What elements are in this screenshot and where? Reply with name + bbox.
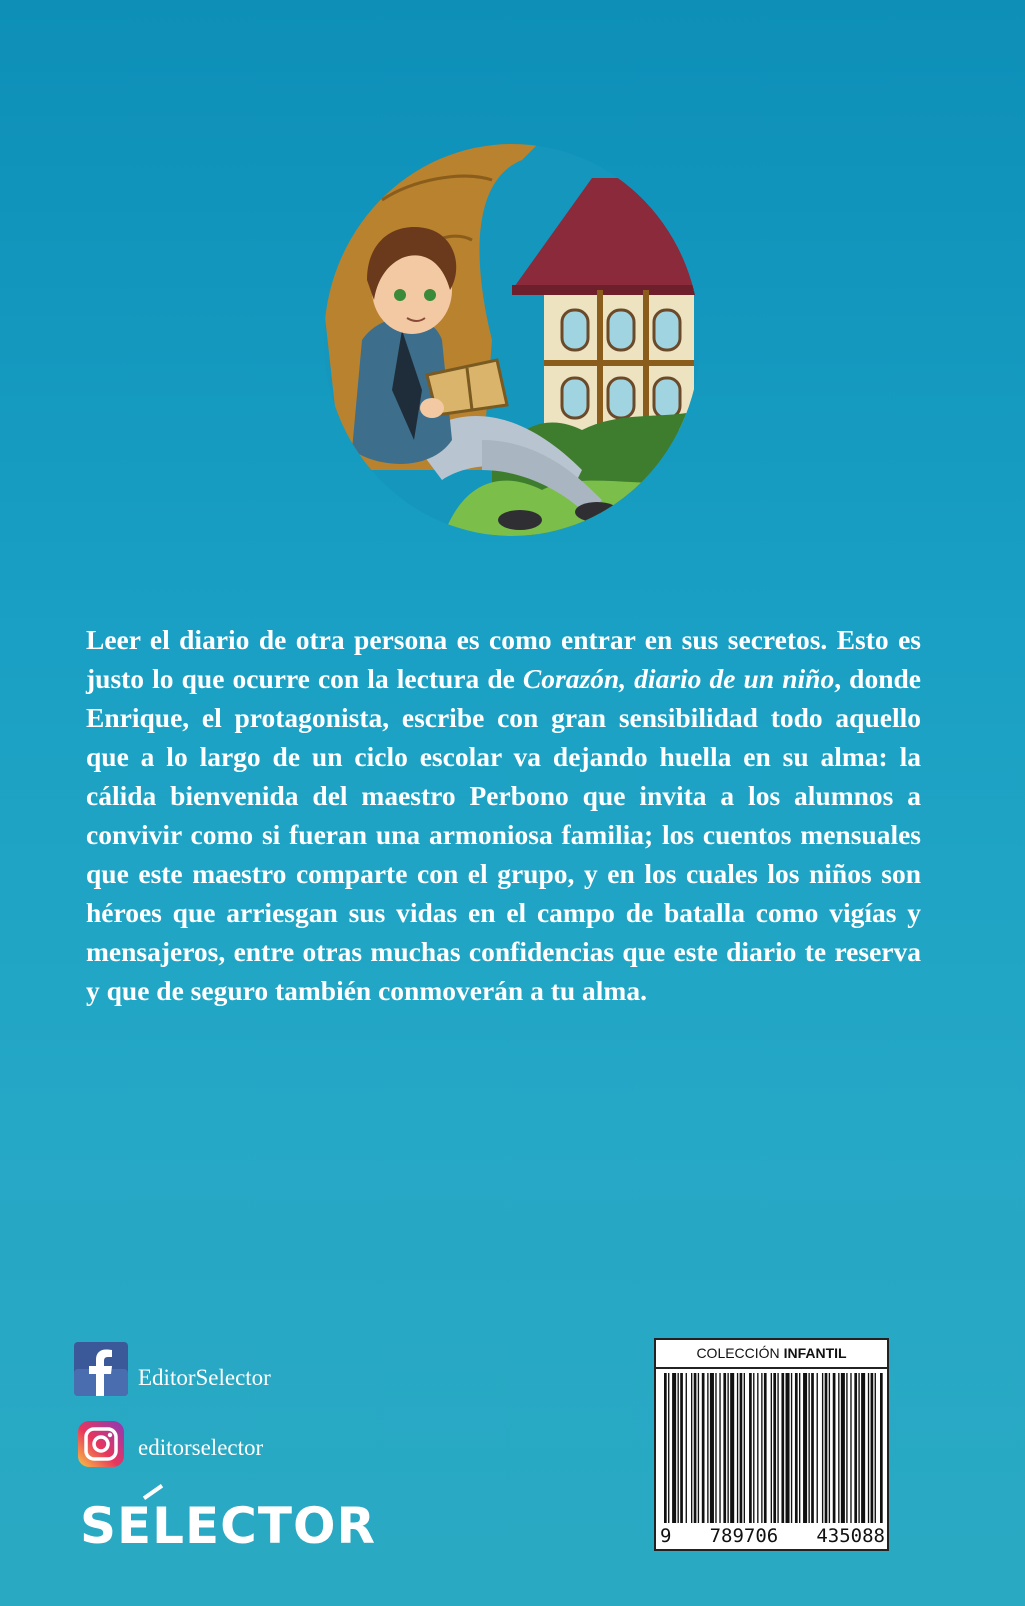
facebook-icon xyxy=(74,1342,128,1396)
instagram-icon xyxy=(78,1421,124,1467)
barcode-bar xyxy=(841,1373,845,1523)
barcode-bar xyxy=(875,1373,876,1523)
barcode-bar xyxy=(822,1373,823,1523)
barcode-bar xyxy=(678,1373,679,1523)
isbn-group-2: 435088 xyxy=(816,1525,885,1547)
isbn-prefix: 9 xyxy=(660,1525,672,1547)
barcode-bar xyxy=(672,1373,676,1523)
barcode-bar xyxy=(808,1373,809,1523)
back-cover-blurb: Leer el diario de otra persona es como entrar en sus secretos. Esto es justo lo que ocurre con la lectura de Corazón, diario de un niño, donde Enrique, el protagonista, escribe con gran sensibilidad todo aquello que a lo largo de un ciclo escolar va dejando huella en su alma: la cálida bienvenida del maestro Perbono que invita a los alumnos a convivir como si fueran una armoniosa familia; los cuentos mensuales que este maestro comparte con el grupo, y en los cuales los niños son héroes que arriesgan sus vidas en el campo de batalla como vigías y mensajeros, entre otras muchas confidencias que este diario te reserva y que de seguro también conmoverán a tu alma. xyxy=(86,624,922,1006)
barcode-bar xyxy=(707,1373,708,1523)
barcode-bar xyxy=(854,1373,857,1523)
barcode-bar xyxy=(846,1373,847,1523)
barcode-bar xyxy=(795,1373,798,1523)
facebook-link[interactable] xyxy=(74,1342,271,1396)
collection-name: INFANTIL xyxy=(783,1345,847,1361)
barcode-bar xyxy=(829,1373,830,1523)
barcode-bar xyxy=(786,1373,790,1523)
cover-illustration xyxy=(322,140,702,540)
barcode-bar xyxy=(781,1373,784,1523)
barcode-bar xyxy=(868,1373,869,1523)
barcode-bar xyxy=(719,1373,720,1523)
barcode-bar xyxy=(691,1373,692,1523)
barcode-bar xyxy=(764,1373,767,1523)
barcode-bar xyxy=(680,1373,683,1523)
barcode-bar xyxy=(838,1373,839,1523)
barcode-bar xyxy=(664,1373,667,1523)
barcode-bar xyxy=(723,1373,726,1523)
barcode-bar xyxy=(694,1373,697,1523)
barcode-bar xyxy=(668,1373,669,1523)
instagram-link[interactable] xyxy=(74,1421,263,1467)
barcode-bar xyxy=(761,1373,762,1523)
barcode-bar xyxy=(727,1373,728,1523)
facebook-handle: EditorSelector xyxy=(138,1365,271,1390)
barcode-bar xyxy=(850,1373,851,1523)
barcode-bar xyxy=(753,1373,754,1523)
barcode-bar xyxy=(799,1373,800,1523)
isbn-number xyxy=(660,1525,885,1547)
barcode-bar xyxy=(715,1373,716,1523)
barcode-bar xyxy=(833,1373,836,1523)
isbn-barcode xyxy=(662,1373,883,1523)
barcode-bar xyxy=(777,1373,778,1523)
barcode-bar xyxy=(686,1373,687,1523)
barcode-bar xyxy=(771,1373,772,1523)
barcode-bar xyxy=(749,1373,752,1523)
barcode-bar xyxy=(803,1373,807,1523)
barcode-bar xyxy=(817,1373,818,1523)
barcode-bar xyxy=(858,1373,859,1523)
barcode-bar xyxy=(710,1373,714,1523)
barcode-bar xyxy=(737,1373,738,1523)
barcode-bar xyxy=(730,1373,734,1523)
book-title: Corazón, diario de un niño xyxy=(522,663,835,694)
barcode-bar xyxy=(791,1373,792,1523)
barcode-bar xyxy=(861,1373,865,1523)
publisher-logo: SELECTOR xyxy=(80,1497,376,1555)
barcode-bar xyxy=(773,1373,776,1523)
barcode-bar xyxy=(702,1373,705,1523)
barcode-bar xyxy=(811,1373,814,1523)
barcode-bar xyxy=(740,1373,743,1523)
barcode-box xyxy=(654,1338,889,1551)
collection-label: COLECCIÓN INFANTIL xyxy=(656,1340,887,1369)
barcode-bar xyxy=(825,1373,828,1523)
barcode-bar xyxy=(880,1373,883,1523)
barcode-bar xyxy=(698,1373,699,1523)
barcode-bar xyxy=(744,1373,745,1523)
barcode-bar xyxy=(757,1373,758,1523)
instagram-handle: editorselector xyxy=(138,1435,264,1460)
isbn-group-1: 789706 xyxy=(709,1525,779,1547)
barcode-bar xyxy=(871,1373,874,1523)
